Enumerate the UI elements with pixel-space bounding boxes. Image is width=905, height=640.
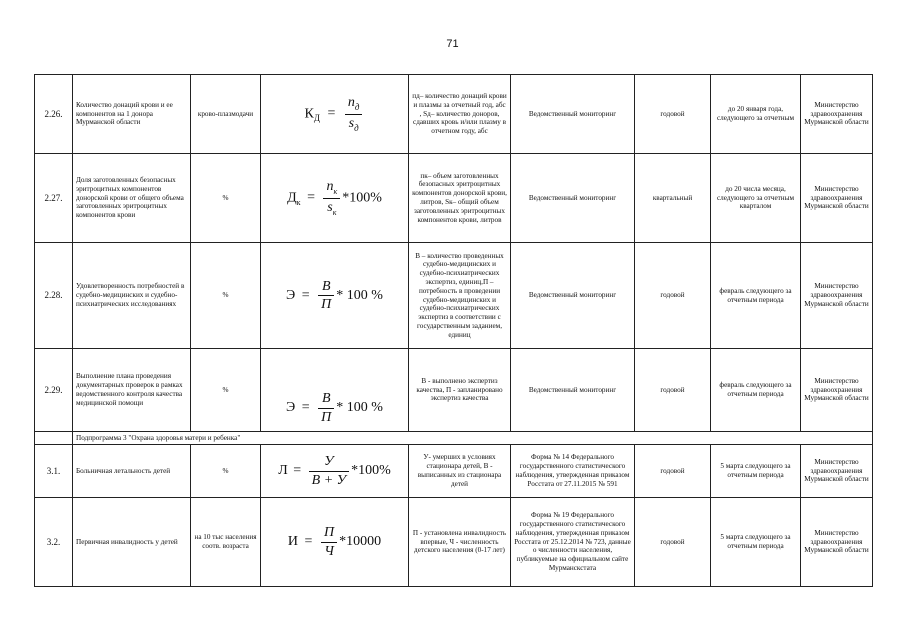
row-number: 2.28. [35,243,73,349]
table-row [35,445,873,498]
variable-definitions: пд– количество донаций крови и плазмы за отчетный год, абс , Sд– количество доноров, сдавших кровь и/или плазму в отчетном году, абс [409,75,511,154]
data-source: Форма № 19 Федерального государственного статистического наблюдения, утвержденная приказом Росстата от 25.12.2014 № 723, данные о численности населения, публикуемые на официальном сайте Мурманскстата [511,498,635,587]
table-row [35,349,873,432]
data-source: Ведомственный мониторинг [511,75,635,154]
variable-definitions: В – количество проведенных судебно-медицинских и судебно-психиатрических экспертиз, единиц,П – потребность в проведении судебно-медицинских и судебно-психиатрических экспертиз в соответствии с государственным заданием, единиц [409,243,511,349]
data-source: Ведомственный мониторинг [511,154,635,243]
responsible: Министерство здравоохранения Мурманской области [801,445,873,498]
formula: $К_Д$ = $n_д$ $s_д$ [261,75,409,154]
unit: % [191,349,261,432]
periodicity: годовой [635,349,711,432]
table-row [35,243,873,349]
periodicity: квартальный [635,154,711,243]
data-source: Ведомственный мониторинг [511,243,635,349]
data-source: Ведомственный мониторинг [511,349,635,432]
variable-definitions: пк– объем заготовленных безопасных эритроцитных компонентов донорской крови, литров, Sк– общий объем заготовленных эритроцитных компонентов крови, литров [409,154,511,243]
formula: Э = В П * 100 % [261,349,409,432]
unit: % [191,154,261,243]
deadline: 5 марта следующего за отчетным периода [711,498,801,587]
responsible: Министерство здравоохранения Мурманской области [801,349,873,432]
indicator-name: Количество донаций крови и ее компонентов на 1 донора Мурманской области [73,75,191,154]
table-row [35,154,873,243]
periodicity: годовой [635,75,711,154]
row-number: 3.2. [35,498,73,587]
indicator-name: Выполнение плана проведения документарных проверок в рамках ведомственного контроля качества медицинской помощи [73,349,191,432]
page-number: 71 [446,38,459,50]
subprogram-row [35,432,873,445]
periodicity: годовой [635,498,711,587]
indicator-name: Доля заготовленных безопасных эритроцитных компонентов донорской крови от общего объема заготовленных эритроцитных компонентов крови [73,154,191,243]
responsible: Министерство здравоохранения Мурманской области [801,498,873,587]
subprogram-title: Подпрограмма 3 "Охрана здоровья матери и ребенка" [73,432,873,445]
formula: И = П Ч *10000 [261,498,409,587]
indicator-name: Первичная инвалидность у детей [73,498,191,587]
unit: на 10 тыс населения соотв. возраста [191,498,261,587]
variable-definitions: У- умерших в условиях стационара детей, В - выписанных из стационара детей [409,445,511,498]
deadline: февраль следующего за отчетным периода [711,349,801,432]
periodicity: годовой [635,243,711,349]
formula: $Д_к$ = $n_к$ $s_к$ *100% [261,154,409,243]
responsible: Министерство здравоохранения Мурманской области [801,243,873,349]
responsible: Министерство здравоохранения Мурманской области [801,75,873,154]
variable-definitions: В - выполнено экспертиз качества, П - запланировано экспертиз качества [409,349,511,432]
row-number: 2.26. [35,75,73,154]
variable-definitions: П - установлена инвалидность впервые, Ч - численность детского населения (0-17 лет) [409,498,511,587]
row-number: 2.29. [35,349,73,432]
row-number: 2.27. [35,154,73,243]
unit: % [191,445,261,498]
periodicity: годовой [635,445,711,498]
row-number: 3.1. [35,445,73,498]
unit: крово-плазмодачи [191,75,261,154]
indicators-table [34,74,873,587]
unit: % [191,243,261,349]
indicator-name: Больничная летальность детей [73,445,191,498]
responsible: Министерство здравоохранения Мурманской области [801,154,873,243]
table-row [35,75,873,154]
deadline: февраль следующего за отчетным периода [711,243,801,349]
deadline: до 20 числа месяца, следующего за отчетным кварталом [711,154,801,243]
data-source: Форма № 14 Федерального государственного статистического наблюдения, утвержденная приказом Росстата от 27.11.2015 № 591 [511,445,635,498]
formula: Э = В П * 100 % [261,243,409,349]
deadline: до 20 января года, следующего за отчетным [711,75,801,154]
table-row [35,498,873,587]
formula: Л = У В + У *100% [261,445,409,498]
deadline: 5 марта следующего за отчетным периода [711,445,801,498]
indicator-name: Удовлетворенность потребностей в судебно-медицинских и судебно-психиатрических исследованиях [73,243,191,349]
